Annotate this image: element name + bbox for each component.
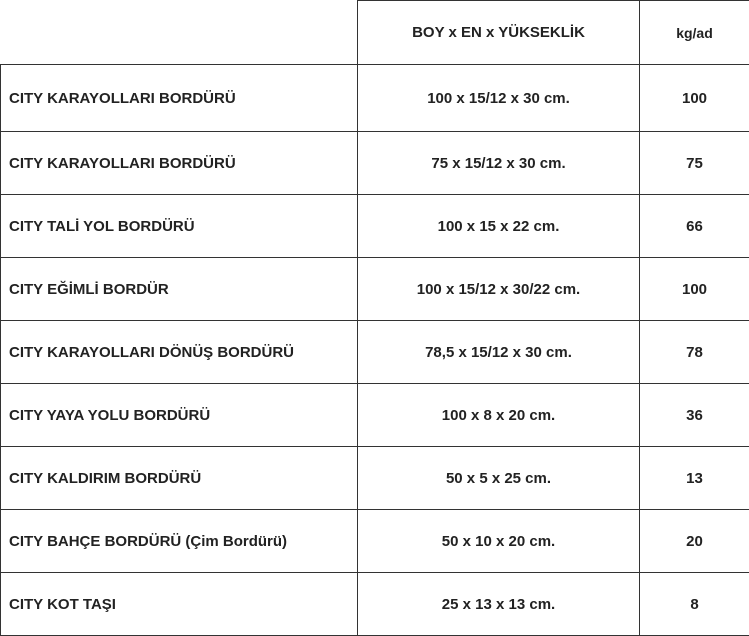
product-dimensions: 100 x 15 x 22 cm. [358,195,640,258]
product-dimensions: 78,5 x 15/12 x 30 cm. [358,321,640,384]
product-name: CITY KARAYOLLARI DÖNÜŞ BORDÜRÜ [1,321,358,384]
table-row [1,321,749,384]
table-row [1,258,749,321]
product-dimensions: 100 x 8 x 20 cm. [358,384,640,447]
weight-header: kg/ad [640,1,749,65]
table-row [1,65,749,132]
product-weight: 100 [640,258,749,321]
product-weight: 78 [640,321,749,384]
product-weight: 36 [640,384,749,447]
product-dimensions: 100 x 15/12 x 30 cm. [358,65,640,132]
product-dimensions: 25 x 13 x 13 cm. [358,573,640,636]
product-name: CITY KALDIRIM BORDÜRÜ [1,447,358,510]
table-row [1,447,749,510]
product-dimensions: 75 x 15/12 x 30 cm. [358,132,640,195]
product-name: CITY TALİ YOL BORDÜRÜ [1,195,358,258]
table-row [1,384,749,447]
product-name: CITY EĞİMLİ BORDÜR [1,258,358,321]
product-weight: 13 [640,447,749,510]
empty-header-cell [1,1,358,65]
product-weight: 8 [640,573,749,636]
product-name: CITY BAHÇE BORDÜRÜ (Çim Bordürü) [1,510,358,573]
table-row [1,132,749,195]
product-dimensions: 100 x 15/12 x 30/22 cm. [358,258,640,321]
table-row [1,195,749,258]
product-weight: 66 [640,195,749,258]
product-name: CITY KARAYOLLARI BORDÜRÜ [1,65,358,132]
product-dimensions: 50 x 5 x 25 cm. [358,447,640,510]
product-dimensions: 50 x 10 x 20 cm. [358,510,640,573]
product-weight: 100 [640,65,749,132]
product-name: CITY YAYA YOLU BORDÜRÜ [1,384,358,447]
product-name: CITY KOT TAŞI [1,573,358,636]
product-weight: 20 [640,510,749,573]
product-name: CITY KARAYOLLARI BORDÜRÜ [1,132,358,195]
table-row [1,510,749,573]
dimensions-header: BOY x EN x YÜKSEKLİK [358,1,640,65]
table-row [1,573,749,636]
product-weight: 75 [640,132,749,195]
header-row [1,1,749,65]
